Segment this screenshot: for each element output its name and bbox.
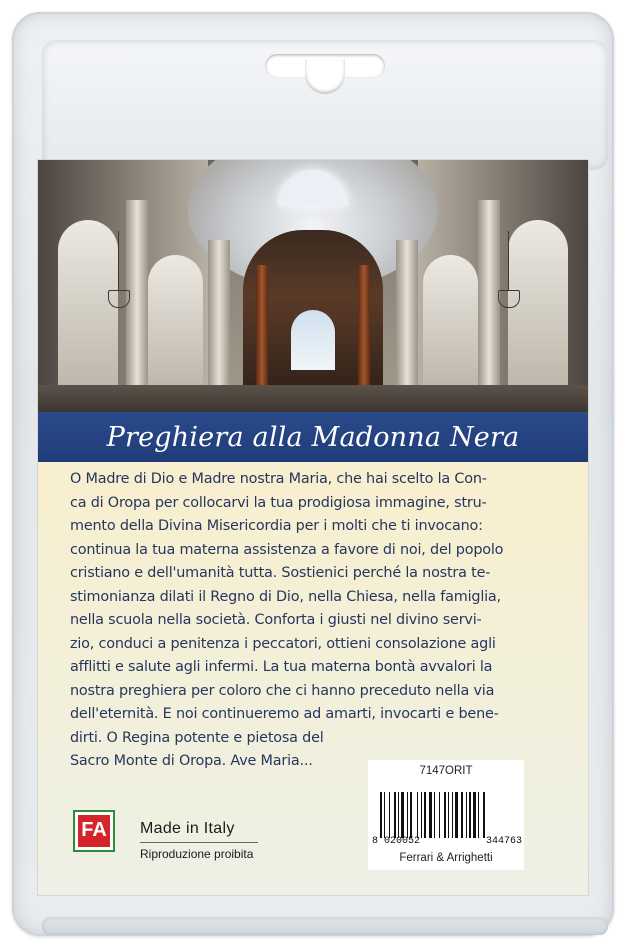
barcode-stripe bbox=[410, 792, 412, 838]
blister-bottom-edge bbox=[42, 917, 608, 935]
barcode-stripe bbox=[401, 792, 404, 838]
floor bbox=[38, 385, 588, 415]
altar-column bbox=[256, 265, 268, 400]
logo-letters: FA bbox=[81, 819, 107, 841]
barcode-stripe bbox=[407, 792, 408, 838]
barcode-stripe bbox=[417, 792, 418, 838]
barcode-stripe bbox=[421, 792, 422, 838]
barcode-stripe bbox=[478, 792, 479, 838]
barcode-stripe bbox=[439, 792, 440, 838]
barcode-stripe bbox=[469, 792, 471, 838]
church-photo bbox=[38, 160, 588, 415]
barcode-icon bbox=[380, 792, 512, 838]
barcode-stripe bbox=[466, 792, 467, 838]
barcode-stripe bbox=[448, 792, 449, 838]
barcode-label bbox=[368, 760, 524, 870]
holy-card bbox=[38, 160, 588, 895]
prayer-line: nella scuola nella società. Conforta i giusti nel divino servi- bbox=[70, 612, 482, 628]
hang-hole bbox=[265, 54, 385, 78]
prayer-line: mento della Divina Misericordia per i molti che ti invocano: bbox=[70, 518, 483, 534]
barcode-stripe bbox=[398, 792, 399, 838]
right-inner-arch bbox=[423, 255, 478, 390]
barcode-stripe bbox=[384, 792, 385, 838]
prayer-text bbox=[70, 468, 570, 774]
prayer-line: zio, conduci a penitenza i peccatori, ottieni consolazione agli bbox=[70, 635, 496, 652]
altar-column bbox=[358, 265, 370, 400]
prayer-line: continua la tua materna assistenza a favore di noi, del popolo bbox=[70, 541, 504, 558]
prayer-line: cristiano e dell'umanità tutta. Sostienici perché la nostra te- bbox=[70, 565, 491, 581]
madonna-niche bbox=[291, 310, 335, 370]
prayer-line: nostra preghiera per coloro che ci hanno preceduto nella via bbox=[70, 682, 495, 699]
made-in-italy bbox=[140, 820, 235, 838]
barcode-stripe bbox=[483, 792, 485, 838]
barcode-stripe bbox=[394, 792, 396, 838]
barcode-left-digits: 8 020052 bbox=[372, 836, 421, 847]
barcode-stripe bbox=[455, 792, 458, 838]
barcode-right-digits: 344763 bbox=[485, 836, 522, 847]
reproduction-notice: Riproduzione proibita bbox=[140, 847, 254, 861]
prayer-line: dirti. O Regina potente e pietosa del bbox=[70, 729, 324, 746]
divider bbox=[140, 842, 258, 843]
prayer-line: stimonianza dilati il Regno di Dio, nella Chiesa, nella famiglia, bbox=[70, 588, 501, 605]
barcode-stripe bbox=[452, 792, 453, 838]
product-code: 7147ORIT bbox=[419, 765, 473, 777]
prayer-line: O Madre di Dio e Madre nostra Maria, che hai scelto la Con- bbox=[70, 471, 487, 487]
barcode-stripe bbox=[380, 792, 382, 838]
logo-red-square bbox=[78, 815, 110, 847]
prayer-line: afflitti e salute agli infermi. La tua materna bontà avvalori la bbox=[70, 659, 493, 675]
barcode-stripe bbox=[461, 792, 463, 838]
column bbox=[396, 240, 418, 390]
barcode-stripe bbox=[424, 792, 426, 838]
made-in-prefix: Made in bbox=[140, 820, 200, 837]
barcode-stripe bbox=[444, 792, 446, 838]
manufacturer: Ferrari & Arrighetti bbox=[399, 852, 493, 864]
left-inner-arch bbox=[148, 255, 203, 390]
prayer-title: Preghiera alla Madonna Nera bbox=[106, 421, 520, 453]
column bbox=[208, 240, 230, 390]
hanging-lamp bbox=[108, 290, 130, 308]
prayer-line: Sacro Monte di Oropa. Ave Maria... bbox=[70, 753, 313, 769]
hanging-lamp bbox=[498, 290, 520, 308]
left-arch bbox=[58, 220, 118, 390]
hang-tab bbox=[42, 40, 608, 170]
column bbox=[478, 200, 500, 390]
barcode-stripe bbox=[389, 792, 390, 838]
made-in-country: Italy bbox=[203, 820, 235, 837]
brand-logo bbox=[73, 810, 115, 852]
barcode-digits bbox=[372, 836, 522, 847]
title-banner bbox=[38, 412, 588, 462]
prayer-line: dell'eternità. E noi continueremo ad amarti, invocarti e bene- bbox=[70, 706, 499, 722]
barcode-stripe bbox=[429, 792, 432, 838]
barcode-stripe bbox=[434, 792, 435, 838]
prayer-line: ca di Oropa per collocarvi la tua prodigiosa immagine, stru- bbox=[70, 494, 487, 511]
barcode-stripe bbox=[473, 792, 476, 838]
